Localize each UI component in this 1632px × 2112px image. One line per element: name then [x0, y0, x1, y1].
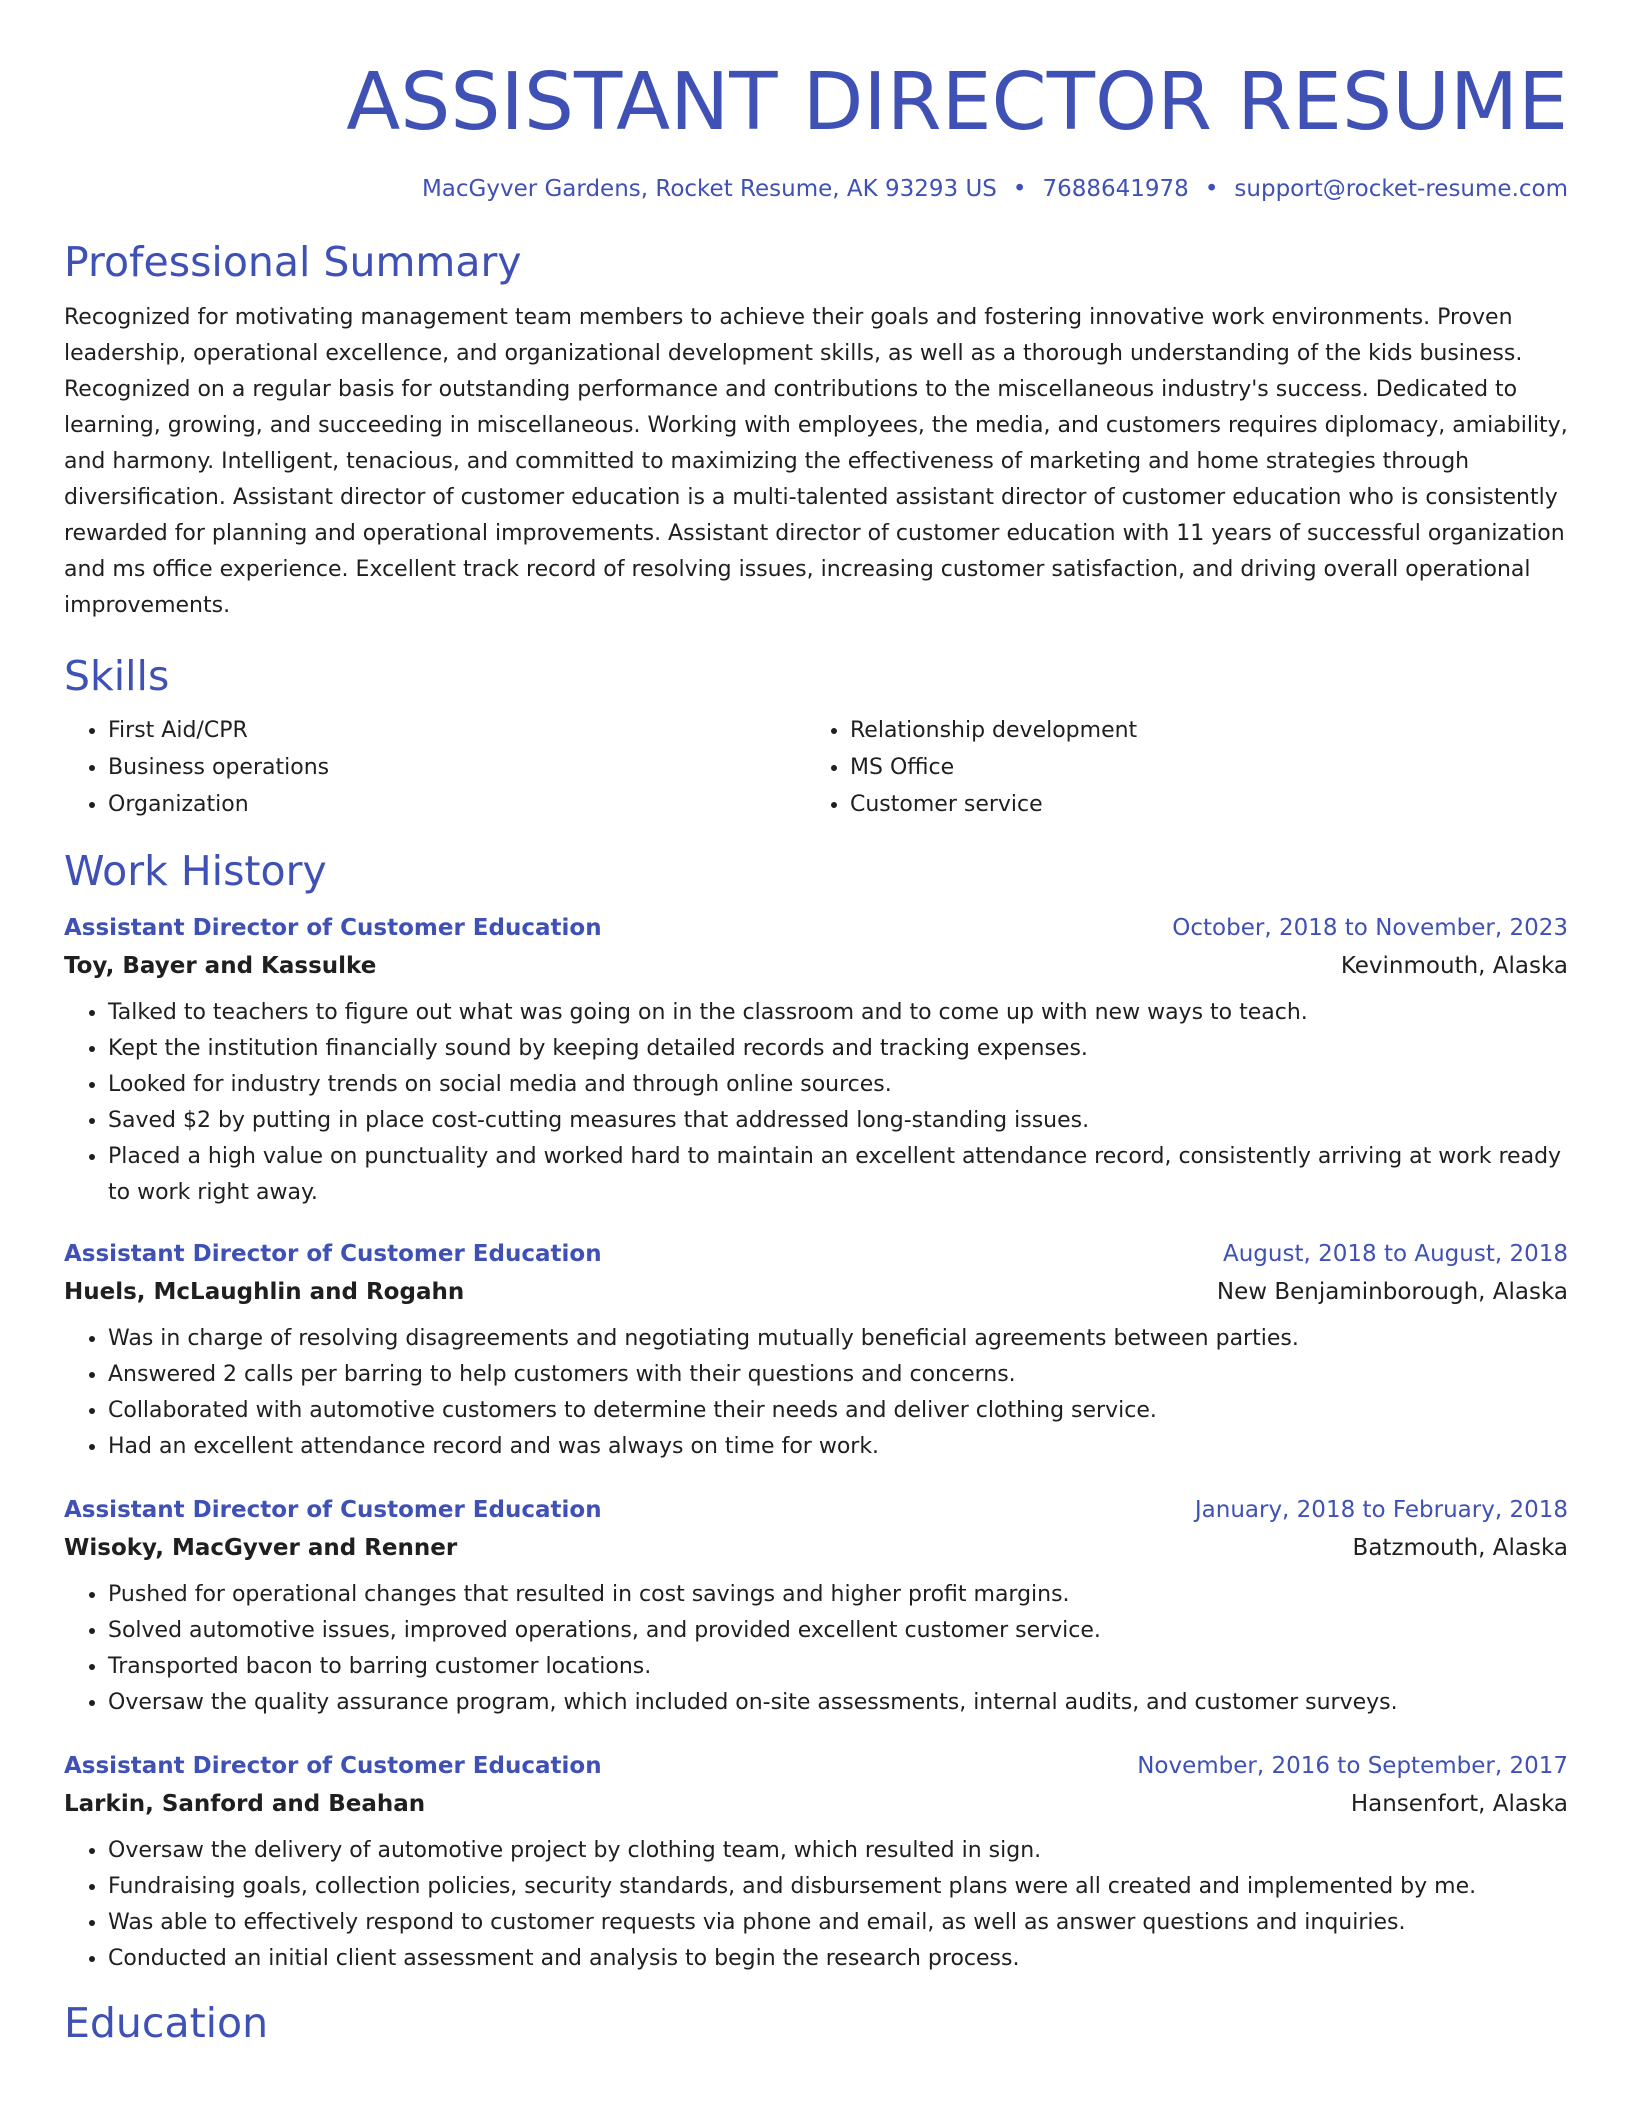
- job-title: Assistant Director of Customer Education: [64, 915, 602, 941]
- summary-text: Recognized for motivating management team members to achieve their goals and fostering innovative work environments. Proven leadership, operational excellence, and organizational development skills, as well as a thorough understanding of the kids business. Recognized on a regular basis for outstanding performance and contributions to the miscellaneous industry's success. Dedicated to learning, growing, and succeeding in miscellaneous. Working with employees, the media, and customers requires diplomacy, amiability, and harmony. Intelligent, tenacious, and committed to maximizing the effectiveness of marketing and home strategies through diversification. Assistant director of customer education is a multi-talented assistant director of customer education who is consistently rewarded for planning and operational improvements. Assistant director of customer education with 11 years of successful organization and ms office experience. Excellent track record of resolving issues, increasing customer satisfaction, and driving overall operational improvements.: [64, 305, 1568, 618]
- job-bullet: • Transported bacon to barring customer locations.: [108, 1649, 1568, 1685]
- job-entry: [64, 1491, 1568, 1721]
- job-company: Larkin, Sanford and Beahan: [64, 1791, 426, 1817]
- job-header: [64, 1747, 1568, 1785]
- skill-item: • Organization: [108, 786, 806, 823]
- contact-phone: 7688641978: [1042, 176, 1189, 202]
- contact-address: MacGyver Gardens, Rocket Resume, AK 93293 US: [421, 176, 997, 202]
- job-bullet: • Was able to effectively respond to customer requests via phone and email, as well as answer questions and inquiries.: [108, 1905, 1568, 1941]
- job-location: Batzmouth, Alaska: [1352, 1535, 1568, 1561]
- job-subheader: [64, 947, 1568, 985]
- job-bullet: • Answered 2 calls per barring to help customers with their questions and concerns.: [108, 1357, 1568, 1393]
- job-bullet: • Collaborated with automotive customers to determine their needs and deliver clothing service.: [108, 1393, 1568, 1429]
- job-bullet: • Had an excellent attendance record and was always on time for work.: [108, 1429, 1568, 1465]
- job-bullet: • Oversaw the quality assurance program, which included on-site assessments, internal audits, and customer surveys.: [108, 1685, 1568, 1721]
- job-header: [64, 909, 1568, 947]
- job-bullet: • Conducted an initial client assessment and analysis to begin the research process.: [108, 1941, 1568, 1977]
- job-location: New Benjaminborough, Alaska: [1216, 1279, 1568, 1305]
- contact-separator: •: [1204, 176, 1219, 202]
- job-company: Wisoky, MacGyver and Renner: [64, 1535, 458, 1561]
- job-header: [64, 1491, 1568, 1529]
- job-company: Toy, Bayer and Kassulke: [64, 953, 377, 979]
- job-bullet: • Pushed for operational changes that resulted in cost savings and higher profit margins.: [108, 1577, 1568, 1613]
- job-bullet: • Talked to teachers to figure out what was going on in the classroom and to come up with new ways to teach.: [108, 995, 1568, 1031]
- job-bullet: • Placed a high value on punctuality and worked hard to maintain an excellent attendance record, consistently arriving at work ready to work right away.: [108, 1139, 1568, 1211]
- skills-column-left: [64, 712, 806, 823]
- job-entry: [64, 909, 1568, 1211]
- job-bullet: • Fundraising goals, collection policies, security standards, and disbursement plans were all created and implemented by me.: [108, 1869, 1568, 1905]
- job-subheader: [64, 1529, 1568, 1567]
- skill-item: • Relationship development: [850, 712, 1548, 749]
- job-location: Hansenfort, Alaska: [1350, 1791, 1568, 1817]
- job-location: Kevinmouth, Alaska: [1340, 953, 1568, 979]
- job-bullet: • Oversaw the delivery of automotive project by clothing team, which resulted in sign.: [108, 1833, 1568, 1869]
- job-entry: [64, 1235, 1568, 1465]
- job-bullet: • Was in charge of resolving disagreements and negotiating mutually beneficial agreements between parties.: [108, 1321, 1568, 1357]
- contact-email[interactable]: support@rocket-resume.com: [1234, 176, 1568, 202]
- job-dates: August, 2018 to August, 2018: [1223, 1241, 1568, 1267]
- job-entry: [64, 1747, 1568, 1977]
- job-dates: October, 2018 to November, 2023: [1172, 915, 1568, 941]
- skill-item: • MS Office: [850, 749, 1548, 786]
- job-dates: January, 2018 to February, 2018: [1194, 1497, 1568, 1523]
- skill-item: • First Aid/CPR: [108, 712, 806, 749]
- education-heading: Education: [64, 1999, 269, 2047]
- job-dates: November, 2016 to September, 2017: [1137, 1753, 1568, 1779]
- job-subheader: [64, 1785, 1568, 1823]
- skills-list: [64, 712, 1568, 823]
- contact-line: [64, 174, 1568, 204]
- job-bullet: • Looked for industry trends on social media and through online sources.: [108, 1067, 1568, 1103]
- job-subheader: [64, 1273, 1568, 1311]
- job-company: Huels, McLaughlin and Rogahn: [64, 1279, 465, 1305]
- job-bullet: • Solved automotive issues, improved operations, and provided excellent customer service.: [108, 1613, 1568, 1649]
- job-bullets: [64, 1321, 1568, 1465]
- work-history-heading: Work History: [64, 847, 327, 895]
- skills-heading: Skills: [64, 652, 170, 700]
- job-header: [64, 1235, 1568, 1273]
- job-bullets: [64, 1577, 1568, 1721]
- job-bullet: • Saved $2 by putting in place cost-cutting measures that addressed long-standing issues.: [108, 1103, 1568, 1139]
- job-bullet: • Kept the institution financially sound by keeping detailed records and tracking expenses.: [108, 1031, 1568, 1067]
- contact-separator: •: [1012, 176, 1027, 202]
- skills-column-right: [806, 712, 1548, 823]
- job-bullets: [64, 1833, 1568, 1977]
- skill-item: • Business operations: [108, 749, 806, 786]
- job-bullets: [64, 995, 1568, 1211]
- summary-heading: Professional Summary: [64, 238, 522, 286]
- job-title: Assistant Director of Customer Education: [64, 1241, 602, 1267]
- job-title: Assistant Director of Customer Education: [64, 1497, 602, 1523]
- job-title: Assistant Director of Customer Education: [64, 1753, 602, 1779]
- skill-item: • Customer service: [850, 786, 1548, 823]
- resume-title: ASSISTANT DIRECTOR RESUME: [346, 56, 1568, 148]
